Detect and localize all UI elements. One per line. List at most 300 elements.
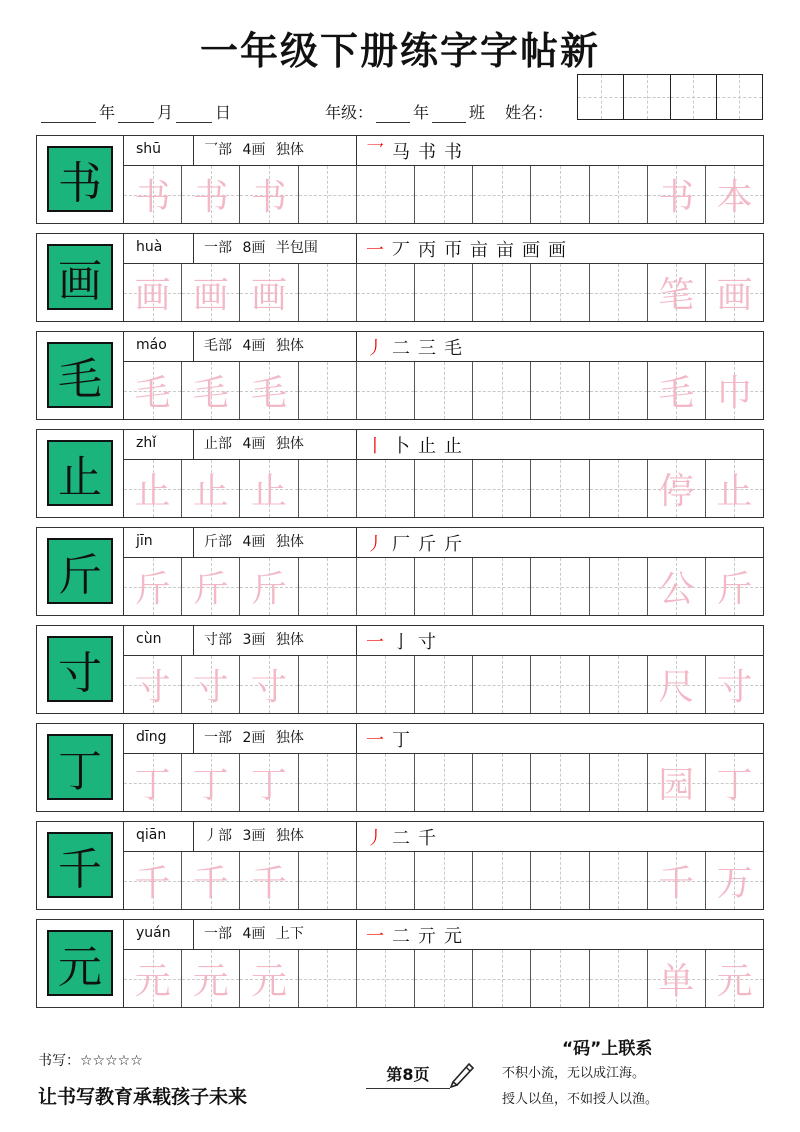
structure: 独体: [275, 338, 304, 354]
pinyin: jīn: [124, 528, 194, 557]
stroke-step: 厂: [392, 533, 410, 555]
main-char-cell: [37, 626, 124, 713]
stroke-step: 亩: [496, 239, 514, 261]
trace-char: 书: [250, 177, 287, 218]
pinyin: cùn: [124, 626, 194, 655]
contact-label: “码”上联系: [562, 1039, 653, 1059]
radical-info: [194, 430, 357, 459]
practice-grid: [124, 362, 763, 419]
practice-cell[interactable]: [299, 558, 357, 615]
practice-cell[interactable]: [182, 362, 240, 419]
practice-grid: [124, 166, 763, 223]
practice-cell[interactable]: [357, 166, 415, 223]
practice-cell[interactable]: [415, 264, 473, 321]
char-info: [124, 920, 763, 950]
stroke-step: 二: [392, 337, 410, 359]
main-char: 止: [47, 440, 113, 506]
practice-grid: [124, 656, 763, 713]
month-blank[interactable]: [118, 104, 154, 123]
practice-cell[interactable]: [299, 656, 357, 713]
char-info: [124, 626, 763, 656]
practice-cell[interactable]: [531, 166, 589, 223]
stroke-step: 亓: [418, 925, 436, 947]
practice-cell[interactable]: [531, 754, 589, 811]
practice-cell[interactable]: [706, 362, 763, 419]
practice-cell[interactable]: [299, 264, 357, 321]
practice-cell[interactable]: [124, 950, 182, 1007]
grade-blank[interactable]: [376, 104, 410, 123]
trace-char: 画: [716, 275, 753, 316]
year-label: 年: [99, 103, 116, 122]
trace-char: 万: [716, 863, 753, 904]
trace-char: 斤: [716, 569, 753, 610]
stroke-step: 一: [366, 239, 384, 261]
stroke-count: 8画: [242, 240, 266, 256]
structure: 半包围: [275, 240, 318, 256]
practice-cell[interactable]: [706, 558, 763, 615]
main-char-cell: [37, 430, 124, 517]
name-label: 姓名：: [505, 103, 554, 122]
trace-char: 斤: [192, 569, 229, 610]
main-char: 书: [47, 146, 113, 212]
main-char-cell: [37, 332, 124, 419]
main-char: 寸: [47, 636, 113, 702]
stroke-step: 丿: [366, 337, 384, 359]
stroke-step: 一: [366, 925, 384, 947]
stroke-step: 元: [444, 925, 462, 947]
practice-cell[interactable]: [415, 166, 473, 223]
stroke-order: [364, 920, 464, 949]
practice-cell[interactable]: [415, 656, 473, 713]
practice-cell[interactable]: [473, 950, 531, 1007]
practice-cell[interactable]: [531, 362, 589, 419]
practice-cell[interactable]: [590, 656, 648, 713]
trace-char: 元: [134, 961, 171, 1002]
main-char-cell: [37, 528, 124, 615]
practice-cell[interactable]: [590, 558, 648, 615]
radical: 斤部: [204, 534, 232, 550]
trace-char: 丁: [716, 765, 753, 806]
practice-cell[interactable]: [299, 852, 357, 909]
radical: 毛部: [204, 338, 232, 354]
practice-grid: [124, 852, 763, 909]
pinyin: qiān: [124, 822, 194, 851]
stroke-step: 斤: [418, 533, 436, 555]
practice-cell[interactable]: [590, 166, 648, 223]
practice-cell[interactable]: [473, 460, 531, 517]
practice-cell[interactable]: [182, 656, 240, 713]
practice-cell[interactable]: [706, 460, 763, 517]
practice-cell[interactable]: [182, 166, 240, 223]
stroke-order: [364, 430, 464, 459]
trace-char: 画: [134, 275, 171, 316]
practice-cell[interactable]: [473, 558, 531, 615]
trace-char: 本: [716, 177, 753, 218]
trace-char: 元: [250, 961, 287, 1002]
pinyin: zhǐ: [124, 430, 194, 459]
char-info: [124, 724, 763, 754]
char-row: [36, 233, 764, 322]
practice-cell[interactable]: [648, 950, 706, 1007]
trace-char: 丁: [192, 765, 229, 806]
stroke-count: 4画: [242, 534, 266, 550]
char-info: [124, 528, 763, 558]
trace-char: 停: [658, 471, 695, 512]
year-blank[interactable]: [41, 104, 96, 123]
radical-info: [194, 332, 357, 361]
practice-cell[interactable]: [240, 460, 298, 517]
radical: 丿部: [204, 828, 232, 844]
practice-cell[interactable]: [124, 558, 182, 615]
stroke-step: 丁: [392, 729, 410, 751]
char-info: [124, 332, 763, 362]
trace-char: 止: [134, 471, 171, 512]
trace-char: 书: [658, 177, 695, 218]
practice-cell[interactable]: [240, 558, 298, 615]
practice-cell[interactable]: [590, 362, 648, 419]
char-info: [124, 822, 763, 852]
main-char: 毛: [47, 342, 113, 408]
practice-cell[interactable]: [357, 656, 415, 713]
radical-info: [194, 822, 357, 851]
stroke-step: 亅: [392, 631, 410, 653]
stroke-step: 止: [444, 435, 462, 457]
pinyin: yuán: [124, 920, 194, 949]
char-row: [36, 527, 764, 616]
practice-cell[interactable]: [124, 754, 182, 811]
practice-cell[interactable]: [473, 264, 531, 321]
trace-char: 寸: [192, 667, 229, 708]
practice-cell[interactable]: [415, 558, 473, 615]
main-char: 画: [47, 244, 113, 310]
stroke-order: [364, 626, 438, 655]
practice-cell[interactable]: [590, 264, 648, 321]
structure: 上下: [275, 926, 304, 942]
radical: 止部: [204, 436, 232, 452]
trace-char: 斤: [250, 569, 287, 610]
stroke-count: 2画: [242, 730, 266, 746]
trace-char: 止: [716, 471, 753, 512]
stroke-order: [364, 234, 568, 263]
trace-char: 单: [658, 961, 695, 1002]
pinyin: shū: [124, 136, 194, 165]
practice-cell[interactable]: [706, 264, 763, 321]
radical: 寸部: [204, 632, 232, 648]
practice-cell[interactable]: [240, 656, 298, 713]
practice-cell[interactable]: [706, 656, 763, 713]
trace-char: 巾: [716, 373, 753, 414]
stroke-step: 斤: [444, 533, 462, 555]
practice-cell[interactable]: [124, 362, 182, 419]
practice-cell[interactable]: [648, 460, 706, 517]
practice-cell[interactable]: [473, 852, 531, 909]
practice-cell[interactable]: [357, 950, 415, 1007]
page-number: 第8页: [366, 1062, 450, 1089]
practice-cell[interactable]: [357, 264, 415, 321]
stroke-count: 4画: [242, 142, 266, 158]
char-row: [36, 625, 764, 714]
practice-grid: [124, 460, 763, 517]
practice-cell[interactable]: [648, 362, 706, 419]
trace-char: 画: [192, 275, 229, 316]
stroke-count: 3画: [242, 828, 266, 844]
stroke-order: [364, 332, 464, 361]
radical: 一部: [204, 730, 232, 746]
practice-cell[interactable]: [531, 558, 589, 615]
char-row: [36, 723, 764, 812]
radical-info: [194, 136, 357, 165]
practice-cell[interactable]: [240, 852, 298, 909]
trace-char: 止: [250, 471, 287, 512]
slogan: 让书写教育承载孩子未来: [38, 1086, 248, 1108]
stroke-step: 丿: [366, 827, 384, 849]
practice-cell[interactable]: [299, 362, 357, 419]
page-title: 一年级下册练字字帖新: [199, 29, 600, 73]
poem-line-2: 授人以鱼，不如授人以渔。: [502, 1092, 659, 1107]
structure: 独体: [275, 534, 304, 550]
practice-cell[interactable]: [357, 754, 415, 811]
structure: 独体: [275, 142, 304, 158]
practice-cell[interactable]: [473, 656, 531, 713]
stroke-step: 马: [392, 141, 410, 163]
practice-cell[interactable]: [182, 264, 240, 321]
pen-icon: [447, 1058, 477, 1088]
day-label: 日: [215, 103, 232, 122]
trace-char: 毛: [134, 373, 171, 414]
stroke-step: 丙: [418, 239, 436, 261]
practice-cell[interactable]: [357, 362, 415, 419]
practice-cell[interactable]: [240, 754, 298, 811]
practice-cell[interactable]: [590, 754, 648, 811]
trace-char: 千: [192, 863, 229, 904]
trace-char: 园: [658, 765, 695, 806]
structure: 独体: [275, 730, 304, 746]
stroke-step: 二: [392, 827, 410, 849]
char-row: [36, 429, 764, 518]
pinyin: huà: [124, 234, 194, 263]
practice-cell[interactable]: [299, 166, 357, 223]
stroke-step: 乛: [366, 141, 384, 163]
practice-cell[interactable]: [240, 362, 298, 419]
practice-cell[interactable]: [182, 460, 240, 517]
trace-char: 书: [192, 177, 229, 218]
practice-cell[interactable]: [648, 852, 706, 909]
practice-cell[interactable]: [182, 852, 240, 909]
practice-cell[interactable]: [415, 460, 473, 517]
main-char-cell: [37, 136, 124, 223]
structure: 独体: [275, 828, 304, 844]
radical-info: [194, 626, 357, 655]
stroke-step: 书: [418, 141, 436, 163]
practice-cell[interactable]: [415, 754, 473, 811]
main-char-cell: [37, 724, 124, 811]
stroke-step: 一: [366, 729, 384, 751]
practice-cell[interactable]: [299, 460, 357, 517]
main-char: 斤: [47, 538, 113, 604]
stroke-step: 二: [392, 925, 410, 947]
practice-cell[interactable]: [415, 362, 473, 419]
stroke-step: 丿: [366, 533, 384, 555]
trace-char: 寸: [716, 667, 753, 708]
trace-char: 尺: [658, 667, 695, 708]
practice-cell[interactable]: [124, 656, 182, 713]
practice-cell[interactable]: [706, 852, 763, 909]
practice-cell[interactable]: [240, 166, 298, 223]
stroke-step: 画: [522, 239, 540, 261]
radical-info: [194, 724, 357, 753]
main-char-cell: [37, 920, 124, 1007]
trace-char: 毛: [250, 373, 287, 414]
practice-grid: [124, 558, 763, 615]
practice-cell[interactable]: [182, 558, 240, 615]
stroke-order: [364, 136, 464, 165]
stroke-step: 千: [418, 827, 436, 849]
trace-char: 寸: [134, 667, 171, 708]
poem-line-1: 不积小流，无以成江海。: [502, 1066, 646, 1081]
practice-cell[interactable]: [124, 852, 182, 909]
main-char: 千: [47, 832, 113, 898]
date-line: [38, 100, 231, 123]
practice-cell[interactable]: [124, 460, 182, 517]
practice-cell[interactable]: [648, 558, 706, 615]
practice-cell[interactable]: [531, 950, 589, 1007]
month-label: 月: [157, 103, 174, 122]
practice-cell[interactable]: [531, 264, 589, 321]
char-info: [124, 430, 763, 460]
practice-cell[interactable]: [706, 166, 763, 223]
practice-cell[interactable]: [531, 460, 589, 517]
trace-char: 元: [716, 961, 753, 1002]
main-char: 元: [47, 930, 113, 996]
radical-info: [194, 920, 357, 949]
radical-info: [194, 234, 357, 263]
stroke-step: 三: [418, 337, 436, 359]
practice-cell[interactable]: [648, 754, 706, 811]
trace-char: 笔: [658, 275, 695, 316]
practice-cell[interactable]: [648, 264, 706, 321]
class-blank[interactable]: [432, 104, 466, 123]
practice-cell[interactable]: [124, 166, 182, 223]
trace-char: 毛: [658, 373, 695, 414]
practice-grid: [124, 950, 763, 1007]
stroke-order: [364, 724, 412, 753]
practice-cell[interactable]: [590, 852, 648, 909]
grade-label: 年级：: [325, 103, 374, 122]
stroke-order: [364, 528, 464, 557]
stroke-step: 亩: [470, 239, 488, 261]
practice-cell[interactable]: [473, 166, 531, 223]
stroke-count: 4画: [242, 338, 266, 354]
day-blank[interactable]: [176, 104, 212, 123]
name-box[interactable]: [577, 74, 763, 120]
practice-cell[interactable]: [357, 558, 415, 615]
practice-cell[interactable]: [473, 362, 531, 419]
stroke-step: 丆: [392, 239, 410, 261]
practice-cell[interactable]: [124, 264, 182, 321]
char-row: [36, 135, 764, 224]
structure: 独体: [275, 632, 304, 648]
practice-cell[interactable]: [648, 656, 706, 713]
char-info: [124, 234, 763, 264]
trace-char: 斤: [134, 569, 171, 610]
trace-char: 千: [658, 863, 695, 904]
char-row: [36, 821, 764, 910]
main-char-cell: [37, 234, 124, 321]
practice-cell[interactable]: [240, 264, 298, 321]
practice-cell[interactable]: [415, 852, 473, 909]
practice-cell[interactable]: [240, 950, 298, 1007]
practice-cell[interactable]: [590, 950, 648, 1007]
trace-char: 丁: [250, 765, 287, 806]
practice-cell[interactable]: [299, 754, 357, 811]
stroke-order: [364, 822, 438, 851]
trace-char: 丁: [134, 765, 171, 806]
trace-char: 寸: [250, 667, 287, 708]
stroke-step: 一: [366, 631, 384, 653]
char-row: [36, 919, 764, 1008]
radical-info: [194, 528, 357, 557]
radical: 一部: [204, 926, 232, 942]
practice-cell[interactable]: [590, 460, 648, 517]
trace-char: 毛: [192, 373, 229, 414]
radical: 一部: [204, 240, 232, 256]
trace-char: 止: [192, 471, 229, 512]
practice-cell[interactable]: [299, 950, 357, 1007]
trace-char: 千: [250, 863, 287, 904]
stroke-step: 卜: [392, 435, 410, 457]
practice-grid: [124, 754, 763, 811]
practice-cell[interactable]: [706, 950, 763, 1007]
stroke-count: 4画: [242, 436, 266, 452]
trace-char: 元: [192, 961, 229, 1002]
practice-grid: [124, 264, 763, 321]
grade-year-label: 年: [413, 103, 430, 122]
stroke-step: 毛: [444, 337, 462, 359]
stroke-count: 3画: [242, 632, 266, 648]
trace-char: 画: [250, 275, 287, 316]
practice-cell[interactable]: [415, 950, 473, 1007]
trace-char: 公: [658, 569, 695, 610]
class-line: [325, 100, 553, 123]
pinyin: dīng: [124, 724, 194, 753]
pinyin: máo: [124, 332, 194, 361]
char-row: [36, 331, 764, 420]
trace-char: 千: [134, 863, 171, 904]
trace-char: 书: [134, 177, 171, 218]
practice-cell[interactable]: [648, 166, 706, 223]
class-label: 班: [469, 103, 486, 122]
radical: 乛部: [204, 142, 232, 158]
stroke-step: 丨: [366, 435, 384, 457]
practice-cell[interactable]: [531, 656, 589, 713]
practice-cell[interactable]: [706, 754, 763, 811]
practice-cell[interactable]: [182, 754, 240, 811]
stroke-count: 4画: [242, 926, 266, 942]
practice-cell[interactable]: [357, 852, 415, 909]
practice-cell[interactable]: [531, 852, 589, 909]
char-info: [124, 136, 763, 166]
score-stars: 书写：☆☆☆☆☆: [38, 1053, 143, 1069]
practice-cell[interactable]: [182, 950, 240, 1007]
practice-cell[interactable]: [473, 754, 531, 811]
main-char: 丁: [47, 734, 113, 800]
stroke-step: 帀: [444, 239, 462, 261]
stroke-step: 寸: [418, 631, 436, 653]
stroke-step: 止: [418, 435, 436, 457]
stroke-step: 画: [548, 239, 566, 261]
practice-cell[interactable]: [357, 460, 415, 517]
structure: 独体: [275, 436, 304, 452]
